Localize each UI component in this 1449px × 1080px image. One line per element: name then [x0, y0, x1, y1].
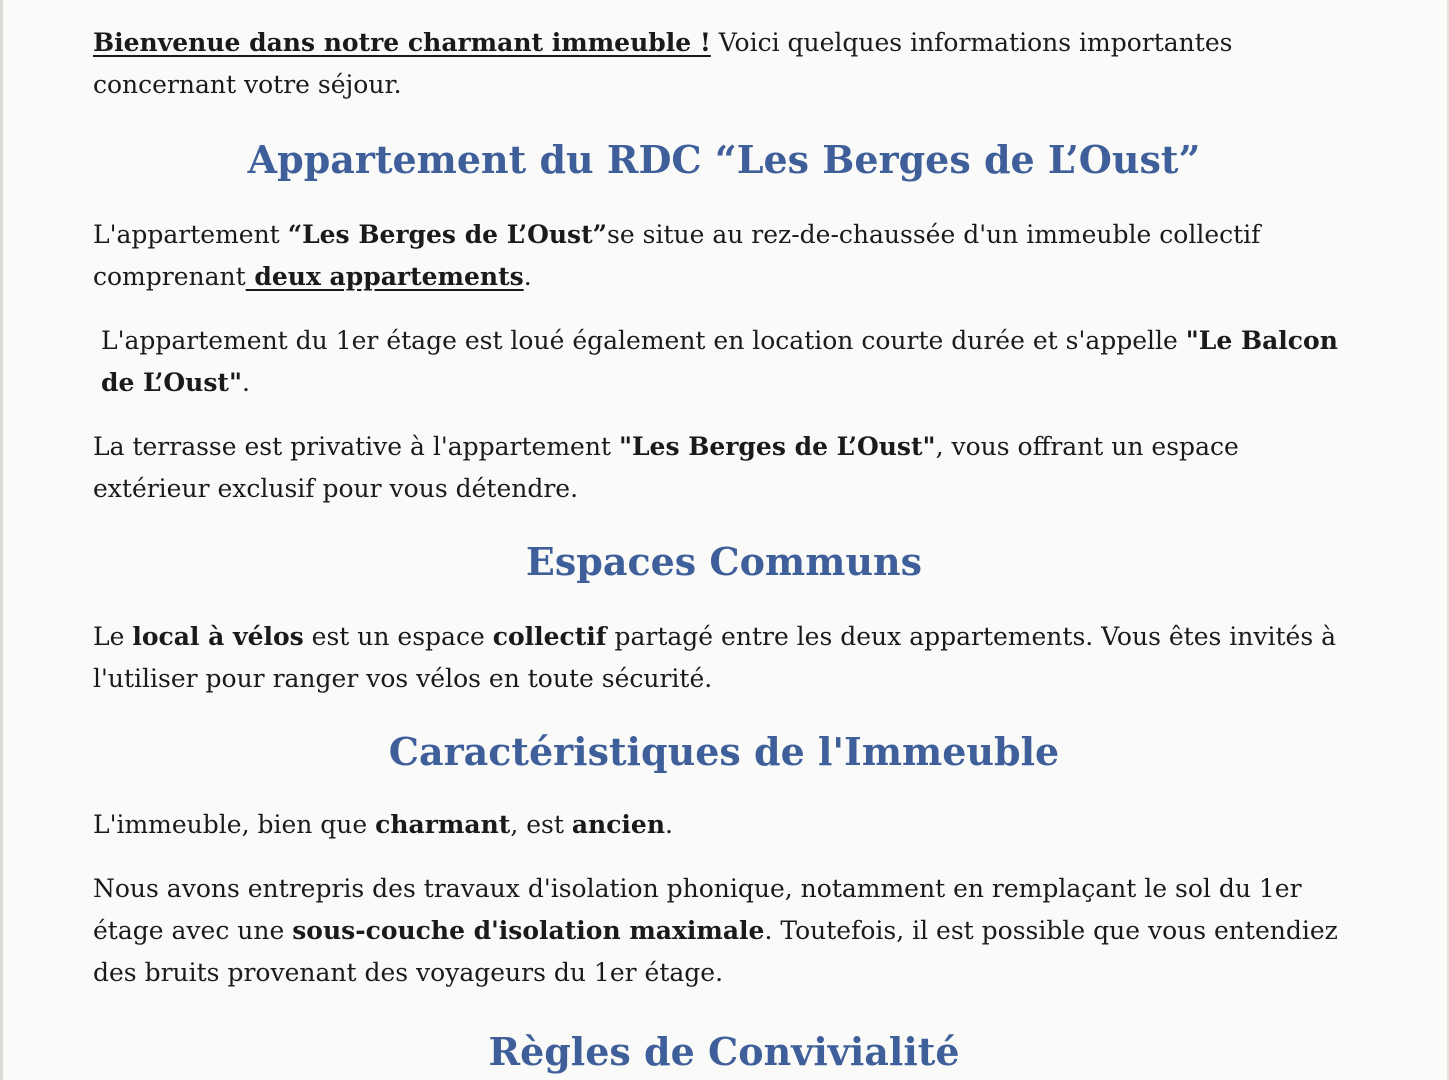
text-run: .: [523, 262, 532, 291]
text-run: L'immeuble, bien que: [93, 810, 376, 839]
document-content: [93, 22, 1355, 1076]
text-run: La terrasse est privative à l'appartement: [93, 432, 619, 461]
text-run: Nous avons entrepris des travaux d'isolation phonique, notamment en remplaçant le sol du 1er étage avec une: [93, 874, 1302, 945]
appartement-paragraph-3: [93, 426, 1355, 510]
intro-text: Voici quelques informations importantes concernant votre séjour.: [93, 28, 1233, 99]
text-run: , vous offrant un espace extérieur exclusif pour vous détendre.: [93, 432, 1239, 503]
appartement-paragraph-1: [93, 214, 1355, 298]
underlined-bold-run: deux appartements: [245, 262, 524, 291]
intro-paragraph: [93, 22, 1355, 106]
bold-run: local à vélos: [132, 622, 304, 651]
appartement-paragraph-2: [93, 320, 1355, 404]
text-run: . Toutefois, il est possible que vous entendiez des bruits provenant des voyageurs du 1er étage.: [93, 916, 1338, 987]
text-run: Le: [93, 622, 133, 651]
bold-run: "Le Balcon de L’Oust": [101, 326, 1338, 397]
text-run: est un espace: [303, 622, 493, 651]
caracteristiques-paragraph-2: [93, 868, 1355, 994]
heading-caracteristiques: Caractéristiques de l'Immeuble: [388, 729, 1060, 774]
welcome-text: Bienvenue dans notre charmant immeuble !: [93, 28, 711, 57]
bold-run: "Les Berges de L’Oust": [618, 432, 936, 461]
bold-run: ancien: [571, 810, 666, 839]
text-run: , est: [510, 810, 572, 839]
text-run: L'appartement: [93, 220, 288, 249]
bold-run: sous-couche d'isolation maximale: [292, 916, 765, 945]
caracteristiques-paragraph-1: [93, 804, 1355, 846]
heading-appartement: Appartement du RDC “Les Berges de L’Oust”: [247, 137, 1201, 182]
text-run: L'appartement du 1er étage est loué également en location courte durée et s'appelle: [101, 326, 1186, 355]
text-run: se situe au rez-de-chaussée d'un immeuble collectif comprenant: [93, 220, 1261, 291]
bold-run: collectif: [492, 622, 607, 651]
text-run: .: [665, 810, 673, 839]
espaces-paragraph: [93, 616, 1355, 700]
text-run: partagé entre les deux appartements. Vous êtes invités à l'utiliser pour ranger vos vélos en toute sécurité.: [93, 622, 1337, 693]
bold-run: charmant: [375, 810, 511, 839]
text-run: .: [241, 368, 250, 397]
heading-regles: Règles de Convivialité: [488, 1029, 960, 1074]
heading-espaces-communs: Espaces Communs: [525, 539, 923, 584]
bold-run: “Les Berges de L’Oust”: [287, 220, 608, 249]
page-left-edge: [0, 0, 3, 1080]
